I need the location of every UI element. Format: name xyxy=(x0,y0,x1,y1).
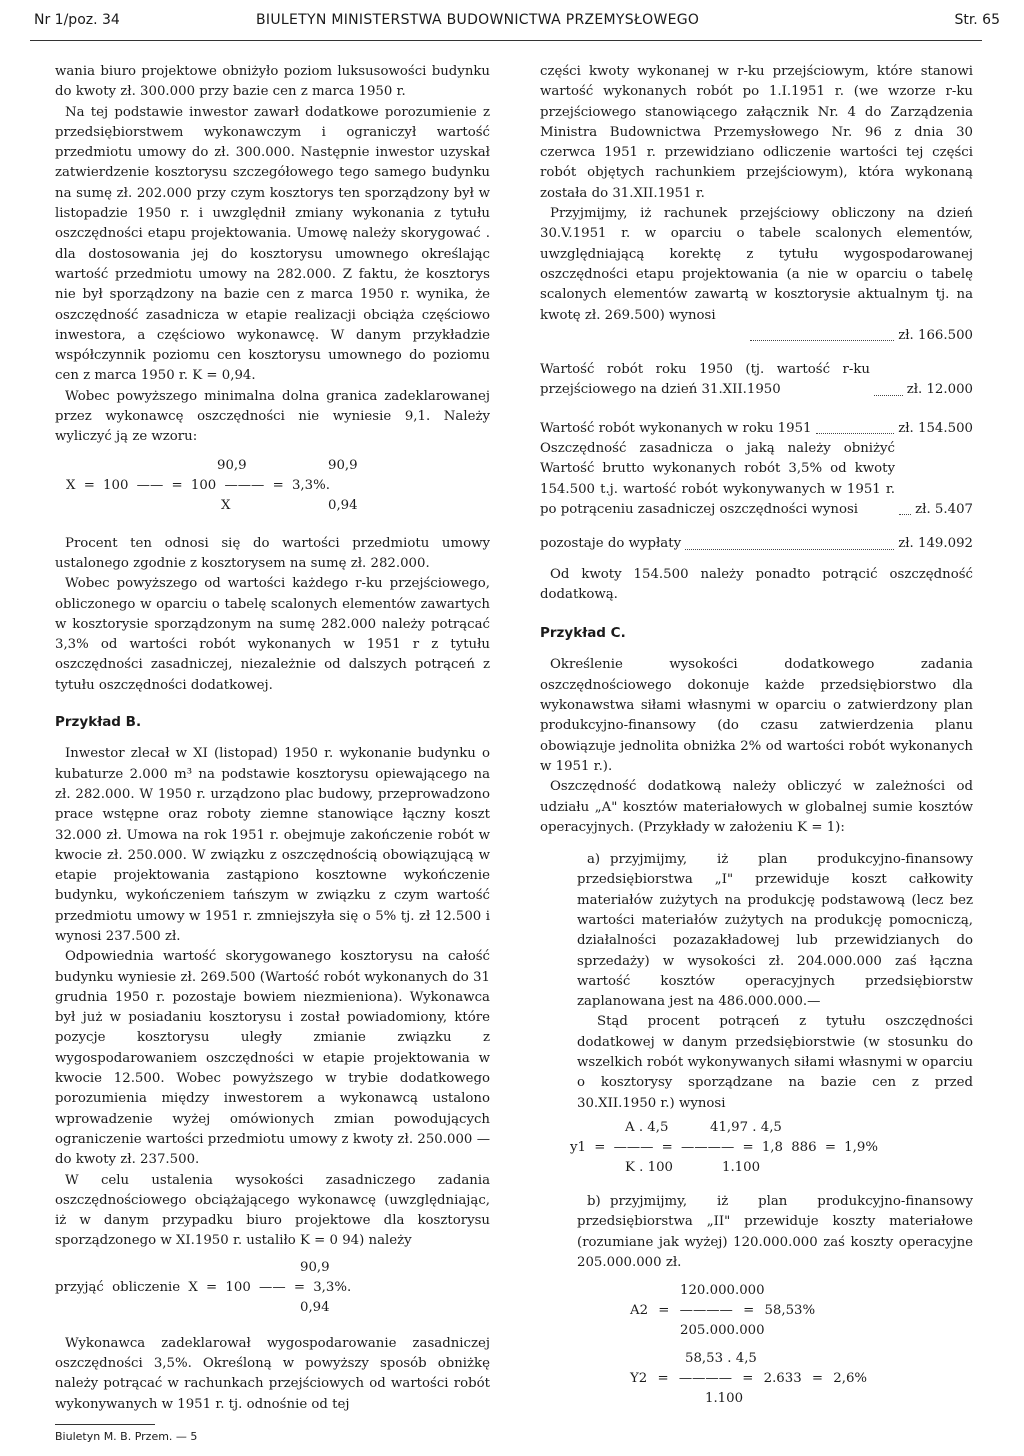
example-heading: Przykład B. xyxy=(55,714,142,731)
paragraph: Odpowiednia wartość skorygowanego kosztorysu na całość budynku wyniesie zł. 269.500 (Wartość robót wykonanych do 31 grudnia 1950 r. pozostaje bowiem niezmieniona). Wykonawca był już w posiadaniu kosztorysu i został powiadomiony, które pozycje kosztorysu uległy zmianie związku z wygospodarowaniem oszczędności w etapie projektowania w kwocie 12.500. Wobec powyższego w trybie dodatkowego porozumienia między inwestorem a wykonawcą ustalono wprowadzenie wyżej omówionych zmian powodujących ograniczenie wartości przedmiotu umowy z kwoty zł. 250.000 — do kwoty zł. 237.500. xyxy=(55,949,490,1168)
example-heading: Przykład C. xyxy=(540,625,626,642)
formula-a2 xyxy=(540,1281,973,1343)
table-row xyxy=(540,439,973,520)
table-row xyxy=(540,326,973,346)
paragraph: Wobec powyższego od wartości każdego r-ku przejściowego, obliczonego w oparciu o tabelę scalonych elementów zawartych w kosztorysie sporządzonym na sumę 282.000 należy potrącać 3,3% od wartości robót wykonanych w 1951 r z tytułu oszczędności zasadniczej, niezależnie od dalszych potrąceń z tytułu oszczędności dodatkowej. xyxy=(55,576,490,693)
formula-denominator: 0,94 xyxy=(300,1299,330,1315)
formula-denominator: X xyxy=(221,497,231,513)
paragraph: Stąd procent potrąceń z tytułu oszczędności dodatkowej w danym przedsiębiorstwie (w stosunku do wszelkich robót wykonywanych siłami własnymi w oparciu o kosztorysy sporządzane na bazie cen z przed 30.XII.1950 r.) wynosi xyxy=(577,1014,973,1111)
paragraph: Wobec powyższego minimalna dolna granica zadeklarowanej przez wykonawcę oszczędności nie wyniesie 9,1. Należy wyliczyć ją ze wzoru: xyxy=(55,388,490,445)
list-marker: a) xyxy=(587,852,601,868)
paragraph: Wykonawca zadeklarował wygospodarowanie zasadniczej oszczędności 3,5%. Określoną w powyższy sposób obniżkę należy potrącać w rachunkach przejściowych od wartości robót wykonywanych w 1951 r. tj. odnośnie od tej xyxy=(55,1335,490,1412)
journal-title: BIULETYN MINISTERSTWA BUDOWNICTWA PRZEMYSŁOWEGO xyxy=(256,12,700,28)
paragraph: Inwestor zlecał w XI (listopad) 1950 r. wykonanie budynku o kubaturze 2.000 m³ na podstawie kosztorysu opiewającego na zł. 282.000. W 1950 r. urządzono plac budowy, przeprowadzono prace wstępne oraz roboty ziemne stanowiące łączny koszt 32.000 zł. Umowa na rok 1951 r. obejmuje zakończenie robót w kwocie zł. 250.000. W związku z oszczędnością obowiązującą w etapie projektowania zastąpiono kosztowne wykończenie budynku, wykończeniem tańszym w związku z czym wartość przedmiotu umowy w 1951 r. zmniejszyła się o 5% tj. zł 12.500 i wynosi 237.500 zł. xyxy=(55,746,490,944)
paragraph: Na tej podstawie inwestor zawarł dodatkowe porozumienie z przedsiębiorstwem wykonawczym i ograniczył wartość przedmiotu umowy do zł. 300.000. Następnie inwestor uzyskał zatwierdzenie kosztorysu szczegółowego tego samego budynku na sumę zł. 202.000 przy czym kosztorys ten sporządzony był w listopadzie 1950 r. i uwzględnił zmiany wykonania z tytułu oszczędności etapu projektowania. Umowę należy skorygować . dla dostosowania jej do kosztorysu umownego określając wartość przedmiotu umowy na 282.000. Z faktu, że kosztorys nie był sporządzony na bazie cen z marca 1950 r. wynika, że oszczędność zasadnicza w etapie realizacji obciąża częściowo inwestora, a częściowo wykonawcę. W danym przykładzie współczynnik poziomu cen kosztorysu umownego do poziomu cen z marca 1950 r. K = 0,94. xyxy=(55,104,490,384)
formula-line: X = 100 —— = 100 ——— = 3,3%. xyxy=(66,477,330,493)
list-item-b xyxy=(540,1192,973,1273)
paragraph: Określenie wysokości dodatkowego zadania oszczędnościowego dokonuje każde przedsiębiorstwo dla wykonawstwa siłami własnymi w oparciu o zatwierdzony plan produkcyjno-finansowy (do czasu zatwierdzenia planu obowiązuje jednolita obniżka 2% od wartości robót wykonanych w 1951 r.). xyxy=(540,657,973,774)
row-label: pozostaje do wypłaty xyxy=(540,536,682,552)
list-text: przyjmijmy, iż plan produkcyjno-finansowy przedsiębiorstwa „II" przewiduje koszty materiałowe (rozumiane jak wyżej) 120.000.000 zaś koszty operacyjne 205.000.000 zł. xyxy=(577,1193,973,1270)
formula-denominator: 0,94 xyxy=(328,497,358,513)
row-value: zł. 166.500 xyxy=(898,327,973,343)
list-item-a xyxy=(540,850,973,1012)
formula-denominator: 1.100 xyxy=(705,1391,744,1407)
formula-line: Y2 = ———— = 2.633 = 2,6% xyxy=(630,1371,868,1387)
row-value: zł. 149.092 xyxy=(898,536,973,552)
table-row xyxy=(540,419,973,439)
formula-numerator: 41,97 . 4,5 xyxy=(710,1119,782,1135)
formula-x2 xyxy=(55,1258,490,1322)
paragraph: Przyjmijmy, iż rachunek przejściowy obliczony na dzień 30.V.1951 r. w oparciu o tabele scalonych elementów, uwzględniającą korektę z tytułu wygospodarowanej oszczędności etapu projektowania (a nie w oparciu o tabelę scalonych elementów zawartą w kosztorysie aktualnym tj. na kwotę zł. 269.500) wynosi xyxy=(540,206,973,323)
row-value: zł. 5.407 xyxy=(915,501,973,517)
formula-numerator: 90,9 xyxy=(217,457,247,473)
formula-y1 xyxy=(540,1118,973,1180)
list-text: przyjmijmy, iż plan produkcyjno-finansowy przedsiębiorstwa „I" przewiduje koszt całkowity materiałów zużytych na produkcję podstawową (lecz bez wartości materiałów zużytych na produkcję pomocniczą, działalności pozazakładowej lub przewidzianych do sprzedaży) w wysokości zł. 204.000.000 zaś łączna wartość kosztów operacyjnych przedsiębiorstw zaplanowana jest na 486.000.000.— xyxy=(577,852,973,1010)
row-value: zł. 154.500 xyxy=(898,420,973,436)
row-value: zł. 12.000 xyxy=(906,382,973,398)
formula-x xyxy=(55,456,490,520)
formula-numerator: A . 4,5 xyxy=(625,1119,669,1135)
list-marker: b) xyxy=(587,1193,601,1209)
right-column xyxy=(540,62,973,1411)
paragraph: części kwoty wykonanej w r-ku przejściowym, które stanowi wartość wykonanych robót po 1.I.1951 r. (we wzorze r-ku przejściowego stanowiącego załącznik Nr. 4 do Zarządzenia Ministra Budownictwa Przemysłowego Nr. 96 z dnia 30 czerwca 1951 r. przewidziano odliczenie wartości tej części robót objętych rachunkiem przejściowym), która wykonaną została do 31.XII.1951 r. xyxy=(540,64,973,201)
page-footer: Biuletyn M. B. Przem. — 5 xyxy=(55,1430,198,1443)
running-header xyxy=(30,8,1000,34)
formula-line: y1 = ——— = ———— = 1,8 886 = 1,9% xyxy=(570,1139,878,1155)
left-column xyxy=(55,62,490,1415)
paragraph: Oszczędność dodatkową należy obliczyć w zależności od udziału „A" kosztów materiałowych w globalnej sumie kosztów operacyjnych. (Przykłady w założeniu K = 1): xyxy=(540,779,973,835)
header-rule xyxy=(30,40,982,41)
formula-line: przyjąć obliczenie X = 100 —— = 3,3%. xyxy=(55,1279,352,1295)
formula-y2 xyxy=(540,1349,973,1411)
paragraph: wania biuro projektowe obniżyło poziom luksusowości budynku do kwoty zł. 300.000 przy bazie cen z marca 1950 r. xyxy=(55,64,490,100)
footer-rule xyxy=(55,1424,155,1425)
formula-denominator: K . 100 xyxy=(625,1159,673,1175)
formula-denominator: 1.100 xyxy=(722,1159,761,1175)
paragraph: W celu ustalenia wysokości zasadniczego zadania oszczędnościowego obciążającego wykonawcę (uwzględniając, iż w danym przypadku biuro projektowe dla kosztorysu sporządzonego w XI.1950 r. ustaliło K = 0 94) należy xyxy=(55,1172,490,1249)
row-label: Wartość robót wykonanych w roku 1951 xyxy=(540,420,812,436)
paragraph: Procent ten odnosi się do wartości przedmiotu umowy ustalonego zgodnie z kosztorysem na sumę zł. 282.000. xyxy=(55,535,490,571)
formula-numerator: 120.000.000 xyxy=(680,1283,765,1299)
formula-numerator: 58,53 . 4,5 xyxy=(685,1351,757,1367)
formula-numerator: 90,9 xyxy=(300,1259,330,1275)
paragraph: Od kwoty 154.500 należy ponadto potrącić oszczędność dodatkową. xyxy=(540,566,973,602)
row-label: Wartość robót roku 1950 (tj. wartość r-ku przejściowego na dzień 31.XII.1950 xyxy=(540,362,870,398)
table-row xyxy=(540,534,973,554)
row-label: Oszczędność zasadnicza o jaką należy obniżyć Wartość brutto wykonanych robót 3,5% od kwoty 154.500 t.j. wartość robót wykonywanych w 1951 r. po potrąceniu zasadniczej oszczędności wynosi xyxy=(540,441,895,517)
formula-line: A2 = ———— = 58,53% xyxy=(630,1303,816,1319)
formula-numerator: 90,9 xyxy=(328,457,358,473)
page-number: Str. 65 xyxy=(954,12,1000,28)
issue-number: Nr 1/poz. 34 xyxy=(34,12,120,28)
table-row xyxy=(540,360,973,401)
formula-denominator: 205.000.000 xyxy=(680,1323,765,1339)
